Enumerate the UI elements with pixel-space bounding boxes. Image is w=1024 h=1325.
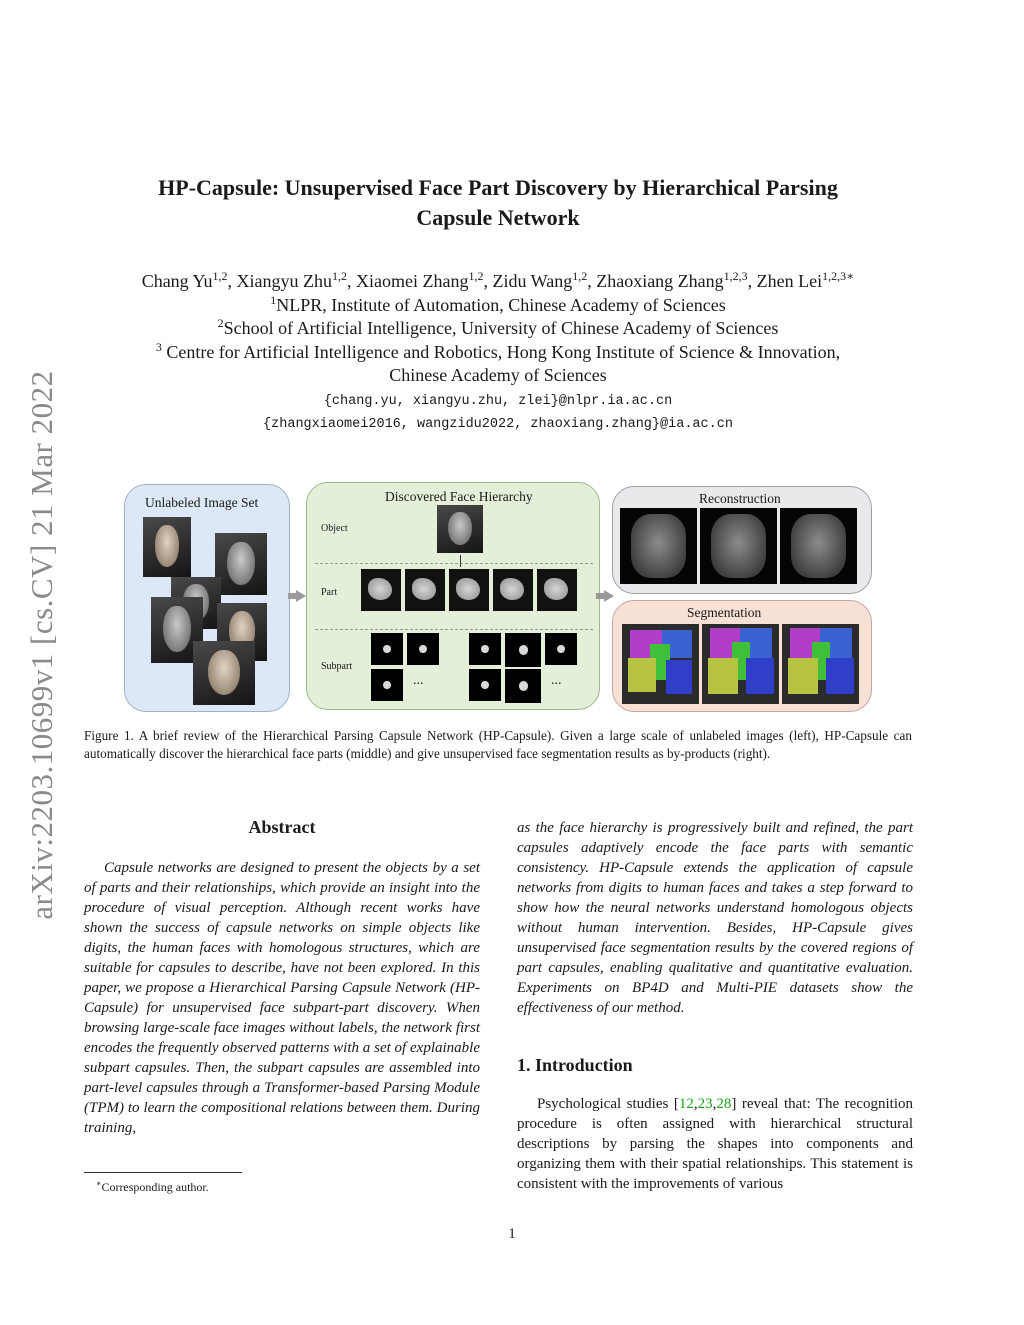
affiliation: $^2$School of Artificial Intelligence, University of Chinese Academy of Sciences (217, 316, 779, 338)
affiliation: $^3$ Centre for Artificial Intelligence and Robotics, Hong Kong Institute of Science & Innovation, (155, 339, 841, 362)
affiliation: $^1$NLPR, Institute of Automation, Chinese Academy of Sciences (270, 292, 726, 315)
author-name: Zhaoxiang Zhang (596, 271, 724, 291)
author-name: Xiaomei Zhang (356, 271, 469, 291)
arxiv-identifier: arXiv:2203.10699v1 [cs.CV] 21 Mar 2022 (24, 370, 59, 920)
face-photo (215, 533, 267, 595)
title-line-2: Capsule Network (416, 205, 580, 230)
citation-link[interactable]: 23 (697, 1096, 713, 1112)
author-name: Xiangyu Zhu (236, 271, 333, 291)
reconstructed-face (620, 508, 697, 584)
arrow-right-icon (296, 590, 306, 602)
footnote-rule (84, 1172, 242, 1173)
author-sup: 1,2,3 (723, 269, 748, 283)
panel-title: Discovered Face Hierarchy (385, 489, 533, 504)
abstract-heading: Abstract (248, 817, 316, 837)
face-hierarchy-panel (306, 482, 600, 710)
ellipsis: ... (413, 673, 424, 688)
segmented-face (782, 624, 859, 704)
face-photo (143, 517, 191, 577)
subpart-capsule (505, 669, 541, 703)
left-column (84, 814, 480, 1138)
author-block (84, 270, 912, 436)
introduction-text: Psychological studies [12,23,28] reveal that: The recognition procedure is often assigned with hierarchical structural descriptions by parsing the shapes into components and organizing them with their spatial relationships. This statement is consistent with the improvements of various (517, 1096, 913, 1192)
subpart-capsule (371, 669, 403, 701)
part-capsule (405, 569, 445, 611)
paper-title (84, 173, 912, 233)
citation-link[interactable]: 12 (678, 1096, 694, 1112)
row-label-subpart: Subpart (321, 661, 353, 672)
panel-title: Unlabeled Image Set (145, 495, 259, 510)
author-sup: 1,2 (572, 269, 588, 283)
author-list: Chang Yu$^{1,2}$, Xiangyu Zhu$^{1,2}$, Xiaomei Zhang$^{1,2}$, Zidu Wang$^{1,2}$, Zhaoxiang Zhang$^{1,2,3}$, Zhen Lei$^{1,2,3∗}$ (141, 269, 855, 291)
segmented-face (622, 624, 699, 704)
row-label-object: Object (321, 523, 348, 534)
divider (315, 563, 593, 564)
author-name: Chang Yu (141, 271, 213, 291)
panel-title: Segmentation (687, 605, 762, 620)
author-name: Zhen Lei (756, 271, 823, 291)
page-number: 1 (508, 1226, 516, 1242)
title-line-1: HP-Capsule: Unsupervised Face Part Discovery by Hierarchical Parsing (158, 175, 838, 200)
author-name: Zidu Wang (492, 271, 573, 291)
subpart-capsule (505, 633, 541, 667)
subpart-capsule (407, 633, 439, 665)
panel-title: Reconstruction (699, 491, 781, 506)
hierarchy-link (460, 555, 461, 567)
author-sup: 1,2,3∗ (822, 269, 855, 283)
subpart-capsule (545, 633, 577, 665)
subpart-capsule (469, 633, 501, 665)
segmented-face (702, 624, 779, 704)
reconstructed-face (780, 508, 857, 584)
part-capsule (449, 569, 489, 611)
abstract-text: Capsule networks are designed to present the objects by a set of parts and their relationships, which provide an insight into the procedure of visual perception. Although recent works have shown the success of capsule networks on simple objects like digits, the human faces with homologous structures, which are suitable for capsules to describe, have not been explored. In this paper, we propose a Hierarchical Parsing Capsule Network (HP-Capsule) for unsupervised face subpart-part discovery. When browsing large-scale face images without labels, the network first encodes the frequently observed patterns with a set of explainable subpart capsules. Then, the subpart capsules are assembled into part-level capsules through a Transformer-based Parsing Module (TPM) to learn the compositional relations between them. During training, (84, 860, 480, 1136)
author-sup: 1,2 (332, 269, 348, 283)
email-line: {zhangxiaomei2016, wangzidu2022, zhaoxiang.zhang}@ia.ac.cn (263, 416, 733, 432)
part-capsule (361, 569, 401, 611)
figure-caption: Figure 1. A brief review of the Hierarchical Parsing Capsule Network (HP-Capsule). Given a large scale of unlabeled images (left), HP-Capsule can automatically discover the hierarchical face parts (middle) and give unsupervised face segmentation results as by-products (right). (84, 728, 912, 761)
author-sup: 1,2 (468, 269, 484, 283)
divider (315, 629, 593, 630)
right-column (517, 818, 913, 1194)
reconstructed-face (700, 508, 777, 584)
row-label-part: Part (321, 587, 338, 598)
figure-1 (124, 482, 872, 712)
ellipsis: ... (551, 673, 562, 688)
email-line: {chang.yu, xiangyu.zhu, zlei}@nlpr.ia.ac.cn (323, 393, 673, 409)
author-sup: 1,2 (212, 269, 228, 283)
citation-link[interactable]: 28 (716, 1096, 732, 1112)
object-face (437, 505, 483, 553)
part-capsule (493, 569, 533, 611)
subpart-capsule (469, 669, 501, 701)
affiliation: Chinese Academy of Sciences (389, 365, 607, 385)
part-capsule (537, 569, 577, 611)
arxiv-stamp (0, 0, 80, 1325)
arrow-right-icon (604, 590, 614, 602)
footnote: ∗Corresponding author. (96, 1179, 209, 1194)
unlabeled-image-panel (124, 484, 290, 712)
subpart-capsule (371, 633, 403, 665)
face-photo (193, 641, 255, 705)
abstract-text-continued: as the face hierarchy is progressively built and refined, the part capsules adaptively encode the face parts with semantic consistency. HP-Capsule extends the application of capsule networks from digits to human faces and takes a step forward to show how the neural networks understand homologous objects without human intervention. Besides, HP-Capsule gives unsupervised face segmentation results by the covered regions of part capsules, enabling qualitative and quantitative evaluation. Experiments on BP4D and Multi-PIE datasets show the effectiveness of our method. (517, 820, 913, 1016)
introduction-heading: 1. Introduction (517, 1055, 633, 1075)
